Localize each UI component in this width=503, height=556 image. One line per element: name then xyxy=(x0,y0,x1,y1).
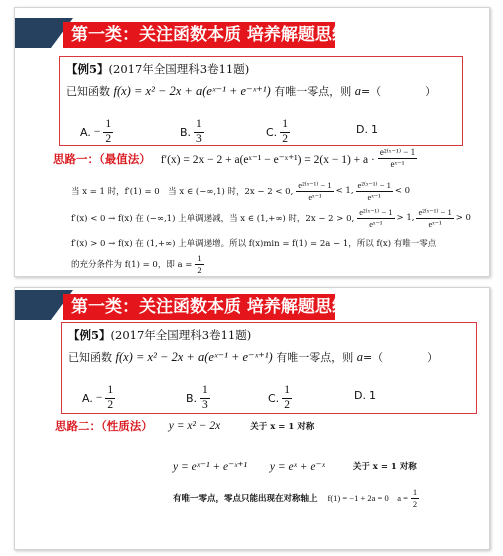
option-a-label: A. xyxy=(80,125,91,139)
stem-paren: =（ ） xyxy=(360,85,437,98)
option-d[interactable] xyxy=(354,389,376,402)
unique-zero-text: 有唯一零点，零点只能出现在对称轴上 xyxy=(173,494,318,504)
derivative-fraction: $\frac{\text{e²⁽ˣ⁻¹⁾ − 1}}{\text{eˣ⁻¹}}$ xyxy=(379,147,416,169)
option-a-sign: − xyxy=(95,392,103,404)
quadratic-symmetry-note: 关于 x = 1 对称 xyxy=(250,422,315,432)
option-c-label: C. xyxy=(266,125,278,139)
slide-2 xyxy=(14,287,490,550)
question-box xyxy=(59,56,463,146)
solution-line-4 xyxy=(71,237,436,249)
line-3-fraction-2: $\frac{\text{e²⁽ˣ⁻¹⁾ − 1}}{\text{eˣ⁻¹}}$ xyxy=(418,207,452,229)
stem-formula: f(x) = x² − 2x + a(eˣ⁻¹ + e⁻ˣ⁺¹) xyxy=(113,84,271,98)
option-d-value: 1 xyxy=(370,123,378,136)
option-d-value: 1 xyxy=(368,389,376,402)
derivative-formula: f′(x) = 2x − 2 + a(eˣ⁻¹ − e⁻ˣ⁺¹) = 2(x − 1) + a · xyxy=(160,153,375,166)
option-b[interactable] xyxy=(186,385,210,411)
idea-2-label: 思路二：（性质法） xyxy=(55,419,153,433)
stem-mid: 有唯一零点，则 xyxy=(274,85,352,98)
line-2-fraction-2: $\frac{\text{e²⁽ˣ⁻¹⁾ − 1}}{\text{eˣ⁻¹}}$ xyxy=(357,180,391,202)
stem-var: a xyxy=(356,350,363,364)
exponential-symmetry-note: 关于 x = 1 对称 xyxy=(352,462,417,472)
slide-1 xyxy=(14,7,490,277)
example-tag xyxy=(68,327,251,343)
option-a-label: A. xyxy=(82,391,93,405)
quadratic-formula: y = x² − 2x xyxy=(168,420,221,432)
solution-line-2 xyxy=(71,181,410,201)
example-source: (2017年全国理科3卷11题) xyxy=(108,62,250,76)
property-line-1 xyxy=(55,418,314,434)
banner-title: 第一类：关注函数本质 培养解题思维 xyxy=(71,297,349,317)
idea-1-label: 思路一：（最值法） xyxy=(53,151,151,166)
option-c-fraction: $\frac{1}{2}$ xyxy=(284,384,290,411)
unique-zero-formula: f(1) = −1 + 2a = 0 a = xyxy=(327,493,408,503)
line-2-text: 当 x = 1 时，f′(1) = 0 当 x ∈ (−∞,1) 时，2x − 2 < 0, xyxy=(71,187,294,197)
unique-zero-fraction: $\frac{1}{2}$ xyxy=(412,487,418,509)
option-d-label: D. xyxy=(354,389,366,402)
option-b-label: B. xyxy=(186,391,198,405)
line-3-text: f′(x) < 0 → f(x) 在 (−∞,1) 上单调递减，当 x ∈ (1,+∞) 时，2x − 2 > 0, xyxy=(71,214,355,224)
solution-line-5 xyxy=(71,254,204,274)
option-a-fraction: $\frac{1}{2}$ xyxy=(105,118,112,145)
question-stem xyxy=(68,349,438,365)
option-b-fraction: $\frac{1}{3}$ xyxy=(202,384,208,411)
line-2-mid: < 1, xyxy=(335,186,354,196)
line-5-text: 的充分条件为 f(1) = 0，即 a = xyxy=(71,260,193,270)
line-2-end: < 0 xyxy=(394,186,411,196)
example-tag xyxy=(66,61,249,77)
option-b[interactable] xyxy=(180,119,204,145)
option-d[interactable] xyxy=(356,123,378,136)
example-label: 【例5】 xyxy=(68,328,111,342)
question-stem xyxy=(66,83,436,99)
property-line-2 xyxy=(173,458,417,474)
banner-title: 第一类：关注函数本质 培养解题思维 xyxy=(71,25,349,45)
line-3-mid: > 1, xyxy=(396,213,415,223)
stem-prefix: 已知函数 xyxy=(66,85,110,98)
line-3-end: > 0 xyxy=(455,213,471,223)
stem-paren: =（ ） xyxy=(362,351,439,364)
exponential-formula: y = eˣ⁻¹ + e⁻ˣ⁺¹ y = eˣ + e⁻ˣ xyxy=(173,461,325,473)
option-c[interactable] xyxy=(268,385,292,411)
line-4-text: f′(x) > 0 → f(x) 在 (1,+∞) 上单调递增。所以 f(x)min = f(1) = 2a − 1，所以 f(x) 有唯一零点 xyxy=(71,239,437,249)
option-b-label: B. xyxy=(180,125,192,139)
option-a[interactable] xyxy=(80,119,113,145)
solution-line-1 xyxy=(53,148,417,169)
example-label: 【例5】 xyxy=(66,62,109,76)
slide-2-banner xyxy=(15,290,490,320)
option-a-fraction: $\frac{1}{2}$ xyxy=(107,384,114,411)
line-2-fraction-1: $\frac{\text{e²⁽ˣ⁻¹⁾ − 1}}{\text{eˣ⁻¹}}$ xyxy=(298,180,332,202)
line-3-fraction-1: $\frac{\text{e²⁽ˣ⁻¹⁾ − 1}}{\text{eˣ⁻¹}}$ xyxy=(359,207,393,229)
stem-prefix: 已知函数 xyxy=(68,351,112,364)
option-c-label: C. xyxy=(268,391,280,405)
solution-line-3 xyxy=(71,208,471,228)
option-d-label: D. xyxy=(356,123,368,136)
example-source: (2017年全国理科3卷11题) xyxy=(110,328,252,342)
option-b-fraction: $\frac{1}{3}$ xyxy=(196,118,202,145)
option-a[interactable] xyxy=(82,385,115,411)
stem-formula: f(x) = x² − 2x + a(eˣ⁻¹ + e⁻ˣ⁺¹) xyxy=(115,350,273,364)
option-a-sign: − xyxy=(93,126,101,138)
question-box xyxy=(61,322,477,414)
property-line-3 xyxy=(173,488,419,508)
option-c[interactable] xyxy=(266,119,290,145)
line-5-fraction: $\frac{1}{2}$ xyxy=(197,253,202,275)
stem-mid: 有唯一零点，则 xyxy=(276,351,354,364)
slide-1-banner xyxy=(15,18,490,48)
option-c-fraction: $\frac{1}{2}$ xyxy=(282,118,288,145)
stem-var: a xyxy=(354,84,361,98)
